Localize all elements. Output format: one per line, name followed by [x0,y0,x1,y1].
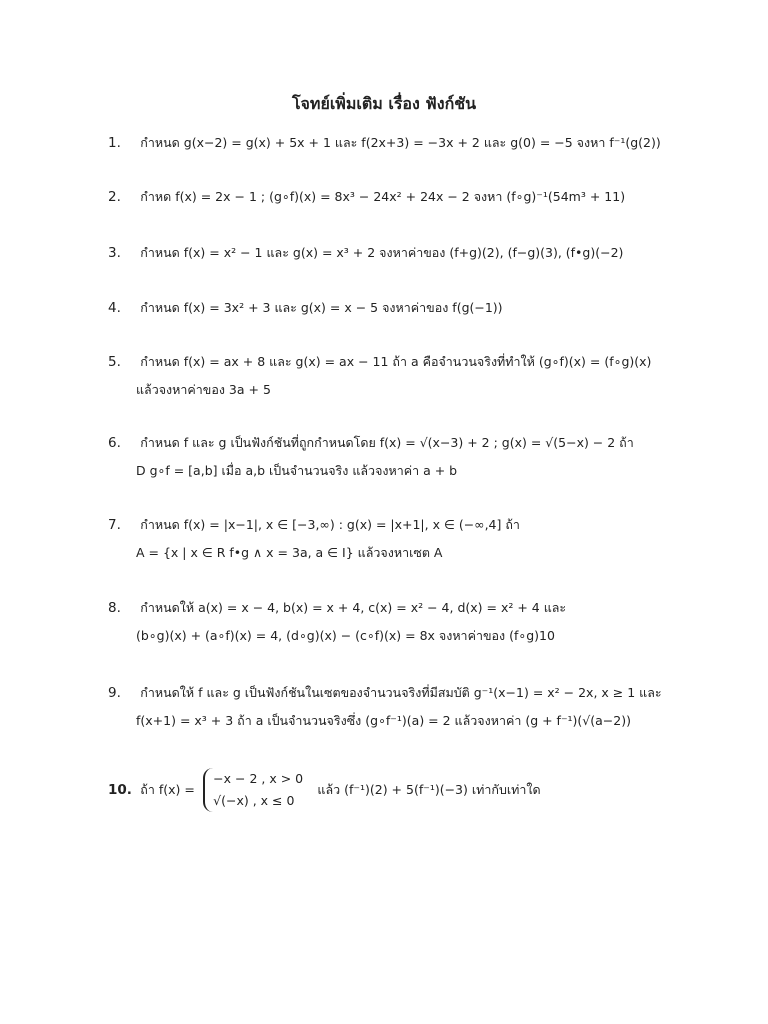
problem-number: 4. [108,300,121,316]
problem-number: 1. [108,135,121,151]
problem-text: กำหนด f และ g เป็นฟังก์ชันที่ถูกกำหนดโดย f(x) = √(x−3) + 2 ; g(x) = √(5−x) − 2 ถ้า [140,435,634,450]
problem-number: 9. [108,685,121,701]
problem-number: 7. [108,517,121,533]
problem-suffix: แล้ว (f⁻¹)(2) + 5(f⁻¹)(−3) เท่ากับเท่าใด [317,782,541,797]
problem-text-continued: แล้วจงหาค่าของ 3a + 5 [136,382,271,397]
problem-text: กำหนด g(x−2) = g(x) + 5x + 1 และ f(2x+3) = −3x + 2 และ g(0) = −5 จงหา f⁻¹(g(2)) [140,135,661,150]
page-title: โจทย์เพิ่มเติม เรื่อง ฟังก์ชัน [291,94,477,113]
problem-9 [108,682,708,732]
problem-7 [108,514,708,564]
problem-text: กำหนดให้ a(x) = x − 4, b(x) = x + 4, c(x) = x² − 4, d(x) = x² + 4 และ [140,600,567,615]
problem-text: กำหนด f(x) = |x−1|, x ∈ [−3,∞) : g(x) = |x+1|, x ∈ (−∞,4] ถ้า [140,517,520,532]
problem-number: 2. [108,189,121,205]
problem-prefix: ถ้า f(x) = [140,782,195,797]
problem-number: 8. [108,600,121,616]
piecewise-case-2: √(−x) , x ≤ 0 [213,793,295,808]
problem-number: 3. [108,245,121,261]
problem-5 [108,351,708,401]
piecewise-case-1: −x − 2 , x > 0 [213,771,304,786]
problem-6 [108,432,708,482]
problem-text: กำหนดให้ f และ g เป็นฟังก์ชันในเซตของจำนวนจริงที่มีสมบัติ g⁻¹(x−1) = x² − 2x, x ≥ 1 และ [140,685,662,700]
problem-4 [108,297,708,319]
problem-2 [108,186,708,208]
problem-number: 10. [108,782,132,798]
problem-number: 6. [108,435,121,451]
problem-number: 5. [108,354,121,370]
problem-text-continued: (b∘g)(x) + (a∘f)(x) = 4, (d∘g)(x) − (c∘f)(x) = 8x จงหาค่าของ (f∘g)10 [136,628,555,643]
problem-text: กำหด f(x) = 2x − 1 ; (g∘f)(x) = 8x³ − 24x² + 24x − 2 จงหา (f∘g)⁻¹(54m³ + 11) [140,189,626,204]
problem-8 [108,597,708,647]
problem-text-continued: f(x+1) = x³ + 3 ถ้า a เป็นจำนวนจริงซึ่ง (g∘f⁻¹)(a) = 2 แล้วจงหาค่า (g + f⁻¹)(√(a−2)) [136,713,631,728]
piecewise-definition [203,768,309,812]
problem-text: กำหนด f(x) = 3x² + 3 และ g(x) = x − 5 จงหาค่าของ f(g(−1)) [140,300,503,315]
problem-3 [108,242,708,264]
problem-text-continued: D g∘f = [a,b] เมื่อ a,b เป็นจำนวนจริง แล้วจงหาค่า a + b [136,463,458,478]
problem-10 [108,768,708,812]
problem-text: กำหนด f(x) = x² − 1 และ g(x) = x³ + 2 จงหาค่าของ (f+g)(2), (f−g)(3), (f•g)(−2) [140,245,624,260]
problem-text: กำหนด f(x) = ax + 8 และ g(x) = ax − 11 ถ้า a คือจำนวนจริงที่ทำให้ (g∘f)(x) = (f∘g)(x) [140,354,652,369]
problem-1 [108,132,708,154]
problem-text-continued: A = {x | x ∈ R f•g ∧ x = 3a, a ∈ I} แล้วจงหาเซต A [136,545,443,560]
